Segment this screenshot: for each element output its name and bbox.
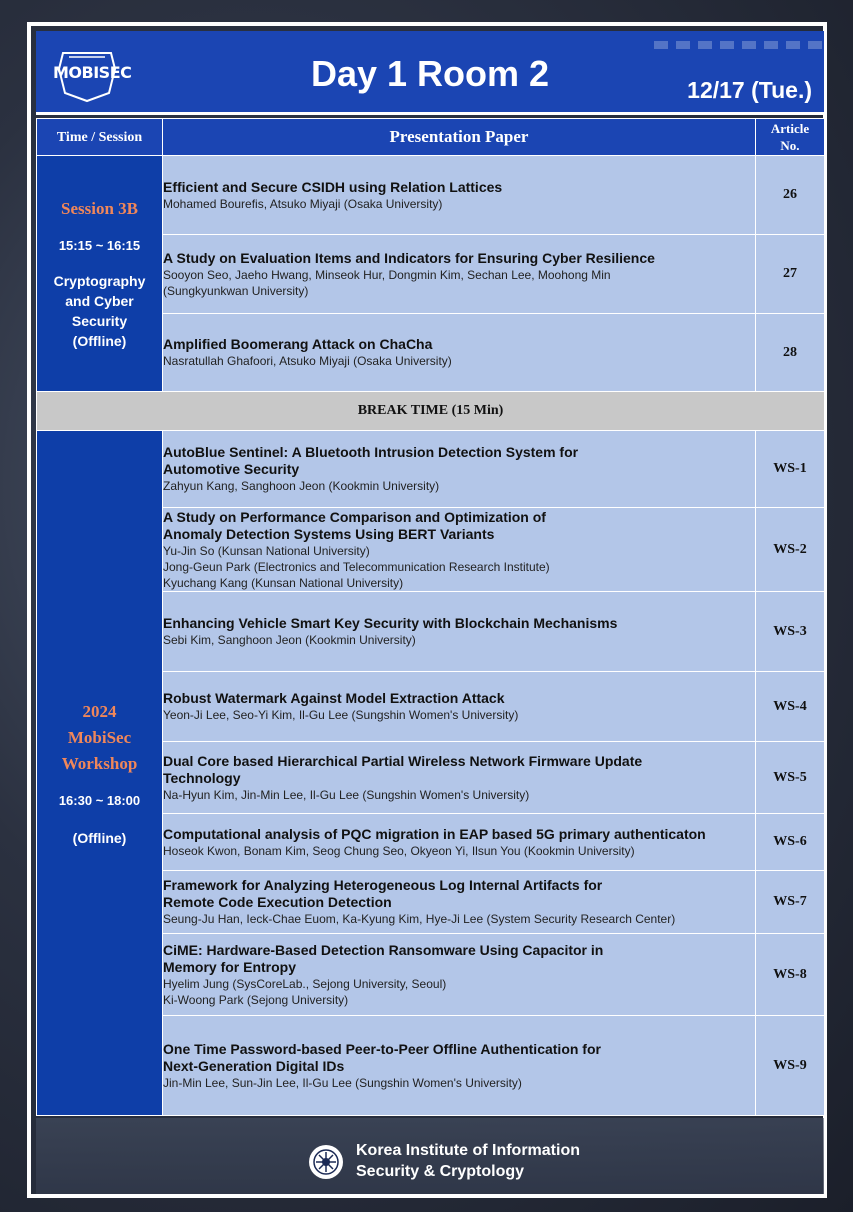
paper-authors: Yeon-Ji Lee, Seo-Yi Kim, Il-Gu Lee (Sungshin Women's University) [163,708,519,722]
paper-cell [163,871,756,934]
page-header [36,31,824,115]
article-number: WS-6 [756,814,825,871]
paper-title: CiME: Hardware-Based Detection Ransomware Using Capacitor in Memory for Entropy [163,941,604,975]
kiisc-brand [308,1140,608,1184]
article-number: 26 [756,156,825,235]
article-number: WS-7 [756,871,825,934]
article-number: WS-5 [756,742,825,814]
paper-cell [163,431,756,508]
page-footer [36,1118,824,1194]
break-time-label: BREAK TIME (15 Min) [37,392,825,431]
break-row [37,392,825,431]
col-time-session: Time / Session [37,119,163,156]
paper-cell [163,814,756,871]
kiisc-emblem-icon [308,1144,344,1180]
paper-title: AutoBlue Sentinel: A Bluetooth Intrusion Detection System for Automotive Security [163,444,579,477]
paper-authors: Sebi Kim, Sanghoon Jeon (Kookmin University) [163,633,416,647]
table-header-row [37,119,825,156]
article-number: WS-2 [756,508,825,592]
paper-authors: Hoseok Kwon, Bonam Kim, Seog Chung Seo, Okyeon Yi, Ilsun You (Kookmin University) [163,843,635,858]
paper-cell [163,508,756,592]
paper-authors: Yu-Jin So (Kunsan National University) Jong-Geun Park (Electronics and Telecommunication Research Institute) Kyuchang Kang (Kunsan National University) [163,543,550,590]
paper-authors: Na-Hyun Kim, Jin-Min Lee, Il-Gu Lee (Sungshin Women's University) [163,787,530,802]
paper-cell [163,156,756,235]
paper-cell [163,742,756,814]
article-number: WS-8 [756,934,825,1016]
paper-authors: Hyelim Jung (SysCoreLab., Sejong University, Seoul) Ki-Woong Park (Sejong University) [163,976,447,1007]
page-title: Day 1 Room 2 [310,53,550,94]
paper-title: A Study on Performance Comparison and Optimization of Anomaly Detection Systems Using BERT Variants [163,508,546,542]
paper-cell [163,235,756,314]
paper-cell [163,1016,756,1116]
paper-title: One Time Password-based Peer-to-Peer Offline Authentication for Next-Generation Digital IDs [163,1040,601,1074]
header-stripe [654,41,824,49]
paper-title: Robust Watermark Against Model Extraction Attack [163,690,505,706]
paper-authors: Seung-Ju Han, Ieck-Chae Euom, Ka-Kyung Kim, Hye-Ji Lee (System Security Research Center) [163,912,676,926]
paper-cell [163,672,756,742]
paper-authors: Mohamed Bourefis, Atsuko Miyaji (Osaka University) [163,196,443,211]
session-time: 16:30 ~ 18:00 [58,792,141,808]
paper-cell [163,934,756,1016]
kiisc-name-line2: Security & Cryptology [356,1163,525,1180]
paper-cell [163,314,756,392]
session-cell [37,156,163,392]
table-row [37,431,825,508]
paper-authors: Nasratullah Ghafoori, Atsuko Miyaji (Osaka University) [163,354,452,368]
session-time: 15:15 ~ 16:15 [58,238,141,253]
article-number: 28 [756,314,825,392]
article-number: 27 [756,235,825,314]
paper-title: Enhancing Vehicle Smart Key Security with Blockchain Mechanisms [163,615,618,631]
paper-title: Computational analysis of PQC migration in EAP based 5G primary authenticaton [163,825,706,842]
article-number: WS-4 [756,672,825,742]
paper-title: A Study on Evaluation Items and Indicators for Ensuring Cyber Resilience [163,249,655,266]
paper-title: Efficient and Secure CSIDH using Relation Lattices [163,178,503,195]
paper-authors: Jin-Min Lee, Sun-Jin Lee, Il-Gu Lee (Sungshin Women's University) [163,1075,522,1090]
program-table [36,118,825,1116]
session-name: Session 3B [61,199,138,218]
kiisc-name-line1: Korea Institute of Information [356,1142,580,1159]
program-frame [27,22,827,1198]
session-cell [37,431,163,1116]
paper-title: Dual Core based Hierarchical Partial Wireless Network Firmware Update Technology [163,752,643,786]
col-article-no: Article No. [756,119,825,156]
article-number: WS-3 [756,592,825,672]
article-number: WS-1 [756,431,825,508]
session-description: Cryptography and Cyber Security (Offline) [53,273,146,349]
session-name: 2024 MobiSec Workshop [61,701,138,773]
logo-text: MOBISEC [53,63,132,82]
table-row [37,156,825,235]
paper-authors: Sooyon Seo, Jaeho Hwang, Minseok Hur, Dongmin Kim, Sechan Lee, Moohong Min (Sungkyunkwan University) [163,267,611,298]
session-description: (Offline) [72,829,127,846]
paper-title: Amplified Boomerang Attack on ChaCha [163,336,433,352]
page-date: 12/17 (Tue.) [687,77,812,103]
article-number: WS-9 [756,1016,825,1116]
paper-cell [163,592,756,672]
col-presentation-paper: Presentation Paper [163,119,756,156]
paper-authors: Zahyun Kang, Sanghoon Jeon (Kookmin University) [163,479,440,493]
paper-title: Framework for Analyzing Heterogeneous Log Internal Artifacts for Remote Code Execution Detection [163,877,603,910]
kiisc-name [356,1140,580,1182]
